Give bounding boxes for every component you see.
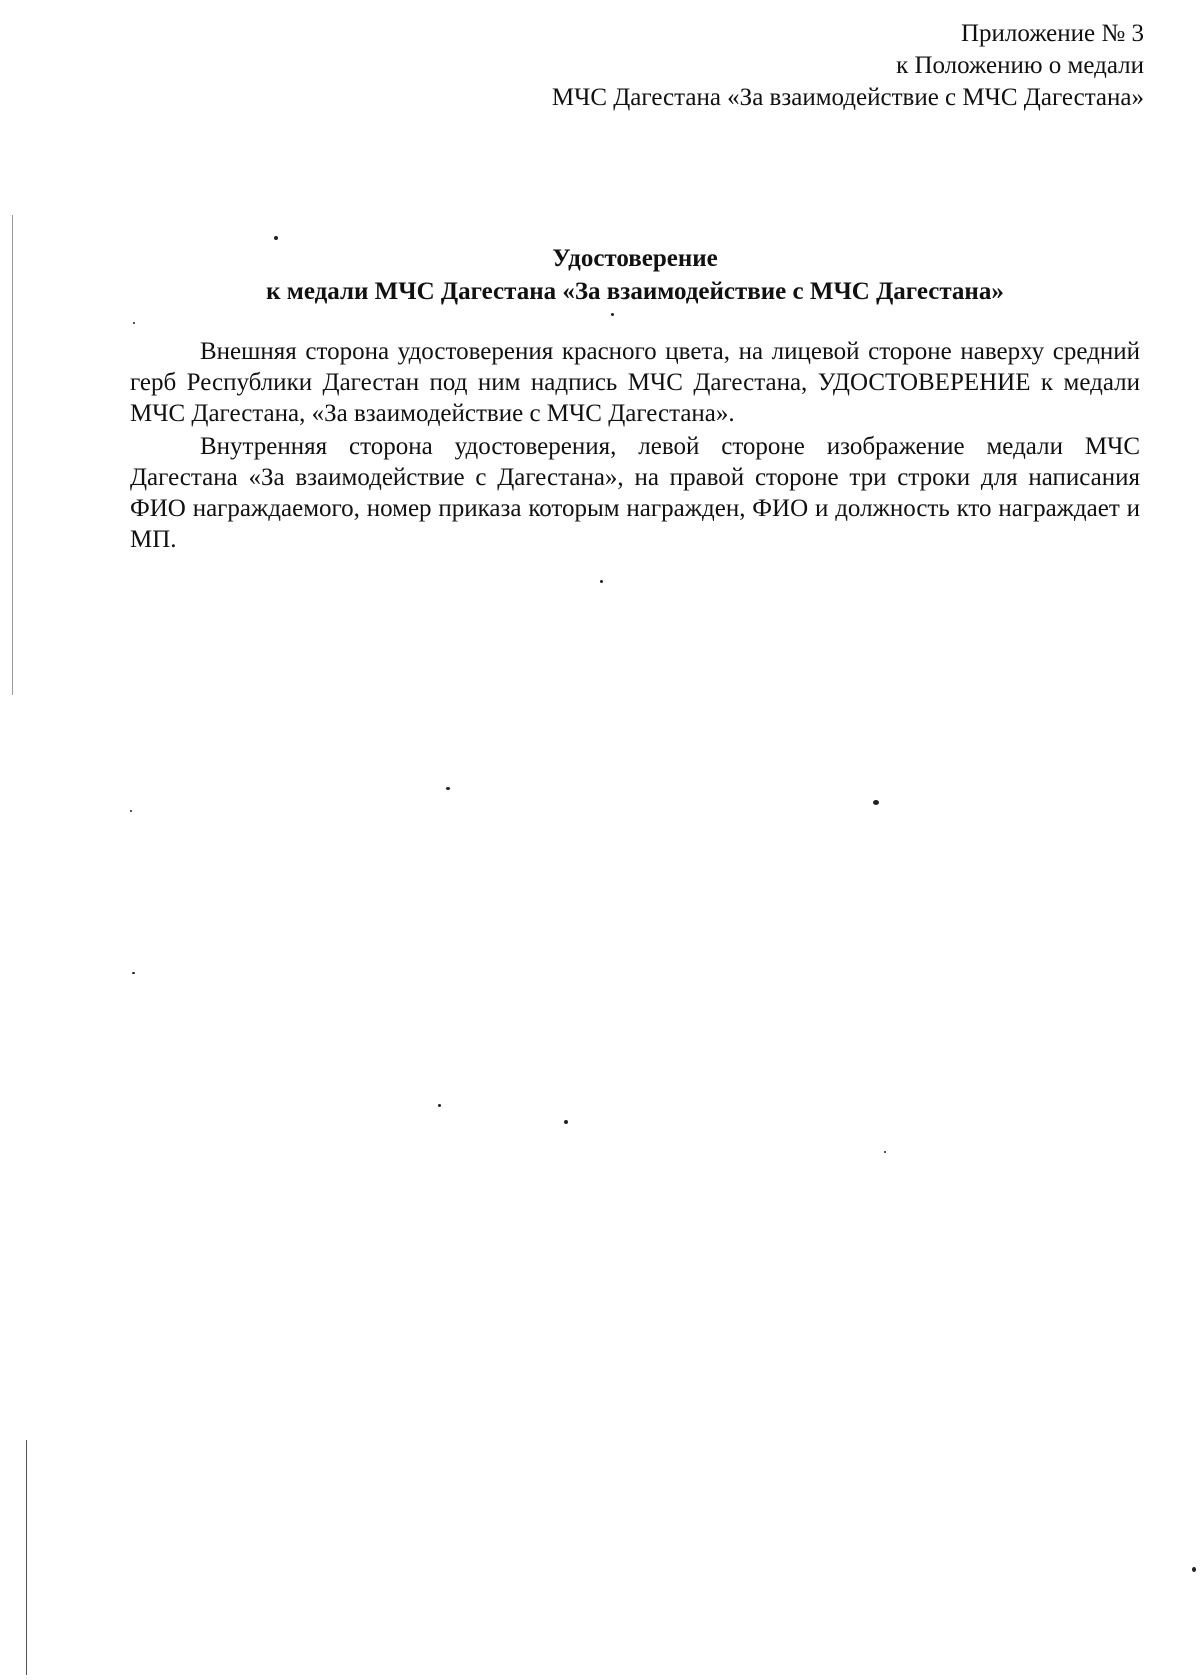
annex-medal-name: МЧС Дагестана «За взаимодействие с МЧС Дагестана» (551, 84, 1144, 111)
scan-speck (873, 800, 879, 805)
scan-speck (438, 1104, 441, 1107)
scan-speck (446, 787, 450, 790)
scan-speck (274, 236, 278, 240)
scan-speck (132, 972, 135, 974)
scan-speck (611, 313, 614, 316)
scan-speck (130, 810, 132, 812)
title-subtitle: к медали МЧС Дагестана «За взаимодействие с МЧС Дагестана» (266, 278, 1004, 305)
scan-speck (884, 1151, 886, 1153)
scan-edge-line-bottom (26, 1440, 27, 1675)
document-title (130, 242, 1140, 308)
scan-edge-line-top (12, 215, 13, 695)
annex-number: Приложение № 3 (960, 20, 1144, 47)
scan-speck (564, 1120, 568, 1124)
document-body (130, 336, 1140, 555)
scan-speck (1192, 1567, 1196, 1572)
scan-speck (133, 322, 135, 324)
annex-reference: к Положению о медали (896, 52, 1144, 79)
body-paragraph-outer-side: Внешняя сторона удостоверения красного цвета, на лицевой стороне наверху средний герб Республики Дагестан под ним надпись МЧС Дагестана, УДОСТОВЕРЕНИЕ к медали МЧС Дагестана, «За взаимодействие с МЧС Дагестана». (130, 338, 1140, 427)
annex-header (552, 18, 1144, 114)
title-main: Удостоверение (552, 245, 718, 272)
body-paragraph-inner-side: Внутренняя сторона удостоверения, левой стороне изображение медали МЧС Дагестана «За взаимодействие с Дагестана», на правой стороне три строки для написания ФИО награждаемого, номер приказа которым награжден, ФИО и должность кто награждает и МП. (130, 433, 1140, 553)
scan-speck (600, 580, 603, 583)
